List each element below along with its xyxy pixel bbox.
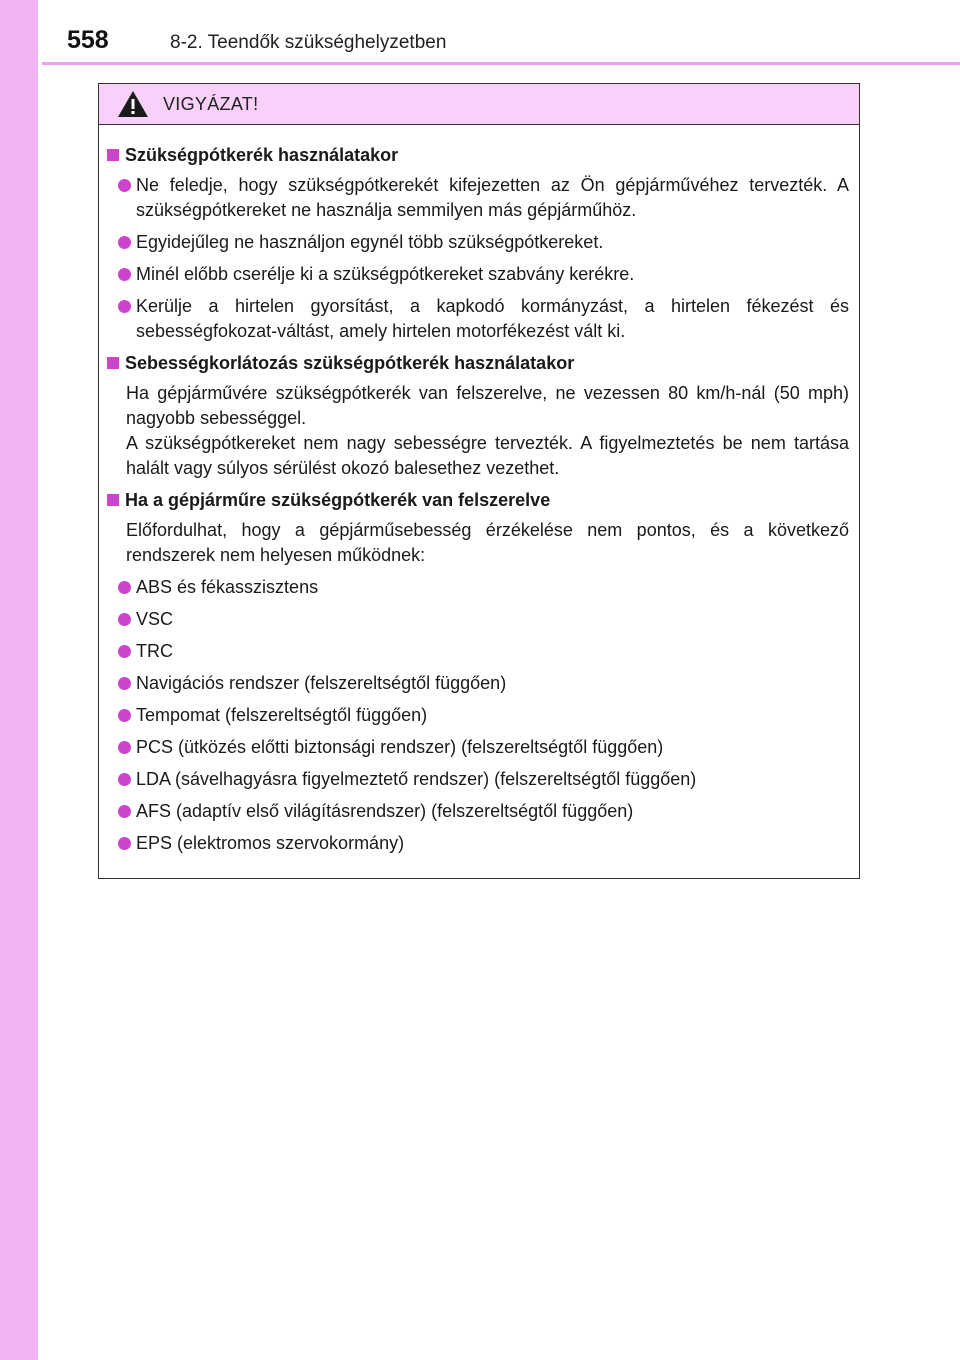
page-header: [42, 0, 960, 62]
dot-bullet-icon: [118, 837, 131, 850]
list-item: [107, 735, 851, 760]
section-affected-systems: [107, 488, 851, 856]
list-item-text: Navigációs rendszer (felszereltségtől függően): [136, 673, 507, 693]
list-item: [107, 230, 851, 255]
paragraph: Előfordulhat, hogy a gépjárműsebesség érzékelése nem pontos, és a következő rendszerek nem helyesen működnek:: [126, 520, 849, 565]
list-item-text: AFS (adaptív első világításrendszer) (felszereltségtől függően): [136, 801, 634, 821]
dot-bullet-icon: [118, 645, 131, 658]
caution-title: VIGYÁZAT!: [163, 93, 259, 114]
dot-bullet-icon: [118, 236, 131, 249]
dot-bullet-icon: [118, 741, 131, 754]
list-item: [107, 799, 851, 824]
list-item: [107, 575, 851, 600]
strip-divider: [38, 0, 42, 1360]
list-item-text: Kerülje a hirtelen gyorsítást, a kapkodó kormányzást, a hirtelen fékezést és sebességfokozat-váltást, amely hirtelen motorfékezést vált ki.: [136, 296, 849, 341]
list-item-text: VSC: [136, 609, 174, 629]
list-item-text: Tempomat (felszereltségtől függően): [136, 705, 428, 725]
caution-header: [99, 84, 859, 125]
section-heading: [107, 351, 851, 375]
list-item-text: LDA (sávelhagyásra figyelmeztető rendszer) (felszereltségtől függően): [136, 769, 697, 789]
list-item: [107, 767, 851, 792]
list-item-text: EPS (elektromos szervokormány): [136, 833, 405, 853]
list-item-text: Egyidejűleg ne használjon egynél több szükségpótkereket.: [136, 232, 604, 252]
header-rule: [42, 62, 960, 65]
dot-bullet-icon: [118, 268, 131, 281]
warning-triangle-icon: [117, 90, 149, 118]
section-heading: [107, 143, 851, 167]
list-item: [107, 262, 851, 287]
list-item: [107, 831, 851, 856]
list-item: [107, 703, 851, 728]
list-item-text: TRC: [136, 641, 173, 661]
paragraph: A szükségpótkereket nem nagy sebességre tervezték. A figyelmeztetés be nem tartása halált vagy súlyos sérülést okozó balesethez vezethet.: [126, 433, 849, 478]
dot-bullet-icon: [118, 179, 131, 192]
caution-box: [98, 83, 860, 879]
list-item-text: PCS (ütközés előtti biztonsági rendszer) (felszereltségtől függően): [136, 737, 664, 757]
section-heading-text: Szükségpótkerék használatakor: [125, 144, 399, 165]
dot-bullet-icon: [118, 581, 131, 594]
dot-bullet-icon: [118, 805, 131, 818]
dot-bullet-icon: [118, 773, 131, 786]
section-heading: [107, 488, 851, 512]
section-heading-text: Sebességkorlátozás szükségpótkerék használatakor: [125, 352, 575, 373]
dot-bullet-icon: [118, 709, 131, 722]
page-number: 558: [67, 26, 109, 54]
list-item: [107, 607, 851, 632]
section-speed-limit: [107, 351, 851, 481]
paragraph: Ha gépjárművére szükségpótkerék van felszerelve, ne vezessen 80 km/h-nál (50 mph) nagyobb sebességgel.: [126, 383, 849, 428]
square-bullet-icon: [107, 494, 119, 506]
list-item: [107, 639, 851, 664]
square-bullet-icon: [107, 357, 119, 369]
list-item-text: ABS és fékasszisztens: [136, 577, 319, 597]
left-color-strip: [0, 0, 42, 1360]
list-item-text: Minél előbb cserélje ki a szükségpótkereket szabvány kerékre.: [136, 264, 635, 284]
dot-bullet-icon: [118, 300, 131, 313]
section-spare-tire-use: [107, 143, 851, 344]
dot-bullet-icon: [118, 677, 131, 690]
section-title: 8-2. Teendők szükséghelyzetben: [170, 32, 447, 53]
list-item: [107, 294, 851, 344]
list-item-text: Ne feledje, hogy szükségpótkerekét kifejezetten az Ön gépjárművéhez tervezték. A szükségpótkereket ne használja semmilyen más gépjárműhöz.: [136, 175, 849, 220]
list-item: [107, 671, 851, 696]
square-bullet-icon: [107, 149, 119, 161]
caution-body: [99, 125, 859, 856]
section-heading-text: Ha a gépjárműre szükségpótkerék van felszerelve: [125, 489, 551, 510]
list-item: [107, 173, 851, 223]
dot-bullet-icon: [118, 613, 131, 626]
